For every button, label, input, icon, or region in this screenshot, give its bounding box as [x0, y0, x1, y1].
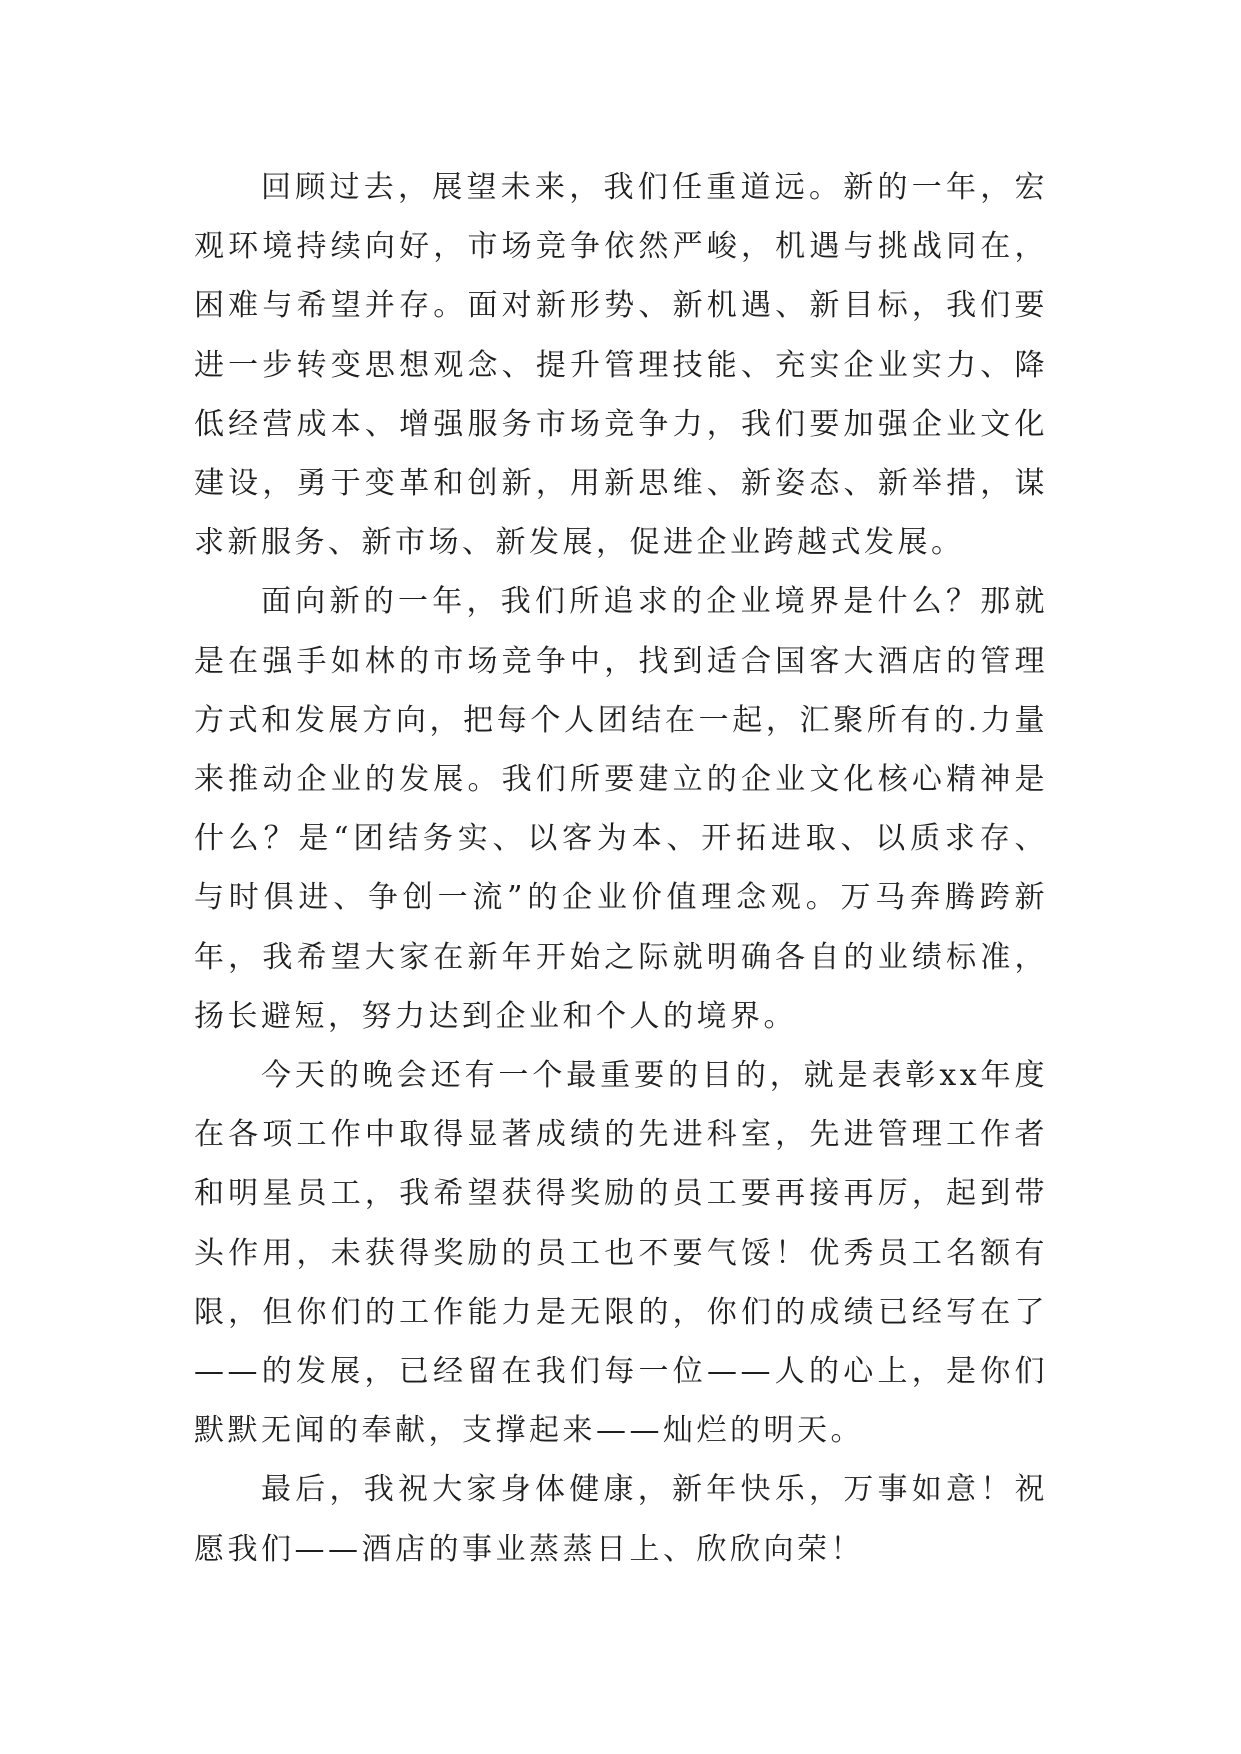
- paragraph-awards: 今天的晚会还有一个最重要的目的，就是表彰xx年度在各项工作中取得显著成绩的先进科室，先进管理工作者和明星员工，我希望获得奖励的员工要再接再厉，起到带头作用，未获得奖励的员工也不要气馁！优秀员工名额有限，但你们的工作能力是无限的，你们的成绩已经写在了——的发展，已经留在我们每一位——人的心上，是你们默默无闻的奉献，支撑起来——灿烂的明天。: [194, 1058, 1048, 1449]
- paragraph-closing-wishes: 最后，我祝大家身体健康，新年快乐，万事如意！祝愿我们——酒店的事业蒸蒸日上、欣欣向荣！: [194, 1472, 1048, 1567]
- paragraph-review-and-outlook: 回顾过去，展望未来，我们任重道远。新的一年，宏观环境持续向好，市场竞争依然严峻，机遇与挑战同在，困难与希望并存。面对新形势、新机遇、新目标，我们要进一步转变思想观念、提升管理技能、充实企业实力、降低经营成本、增强服务市场竞争力，我们要加强企业文化建设，勇于变革和创新，用新思维、新姿态、新举措，谋求新服务、新市场、新发展，促进企业跨越式发展。: [194, 170, 1048, 561]
- paragraph-corporate-vision: 面向新的一年，我们所追求的企业境界是什么？那就是在强手如林的市场竞争中，找到适合国客大酒店的管理方式和发展方向，把每个人团结在一起，汇聚所有的.力量来推动企业的发展。我们所要建立的企业文化核心精神是什么？是“团结务实、以客为本、开拓进取、以质求存、与时俱进、争创一流”的企业价值理念观。万马奔腾跨新年，我希望大家在新年开始之际就明确各自的业绩标准，扬长避短，努力达到企业和个人的境界。: [194, 584, 1048, 1034]
- document-body: [194, 158, 1048, 1579]
